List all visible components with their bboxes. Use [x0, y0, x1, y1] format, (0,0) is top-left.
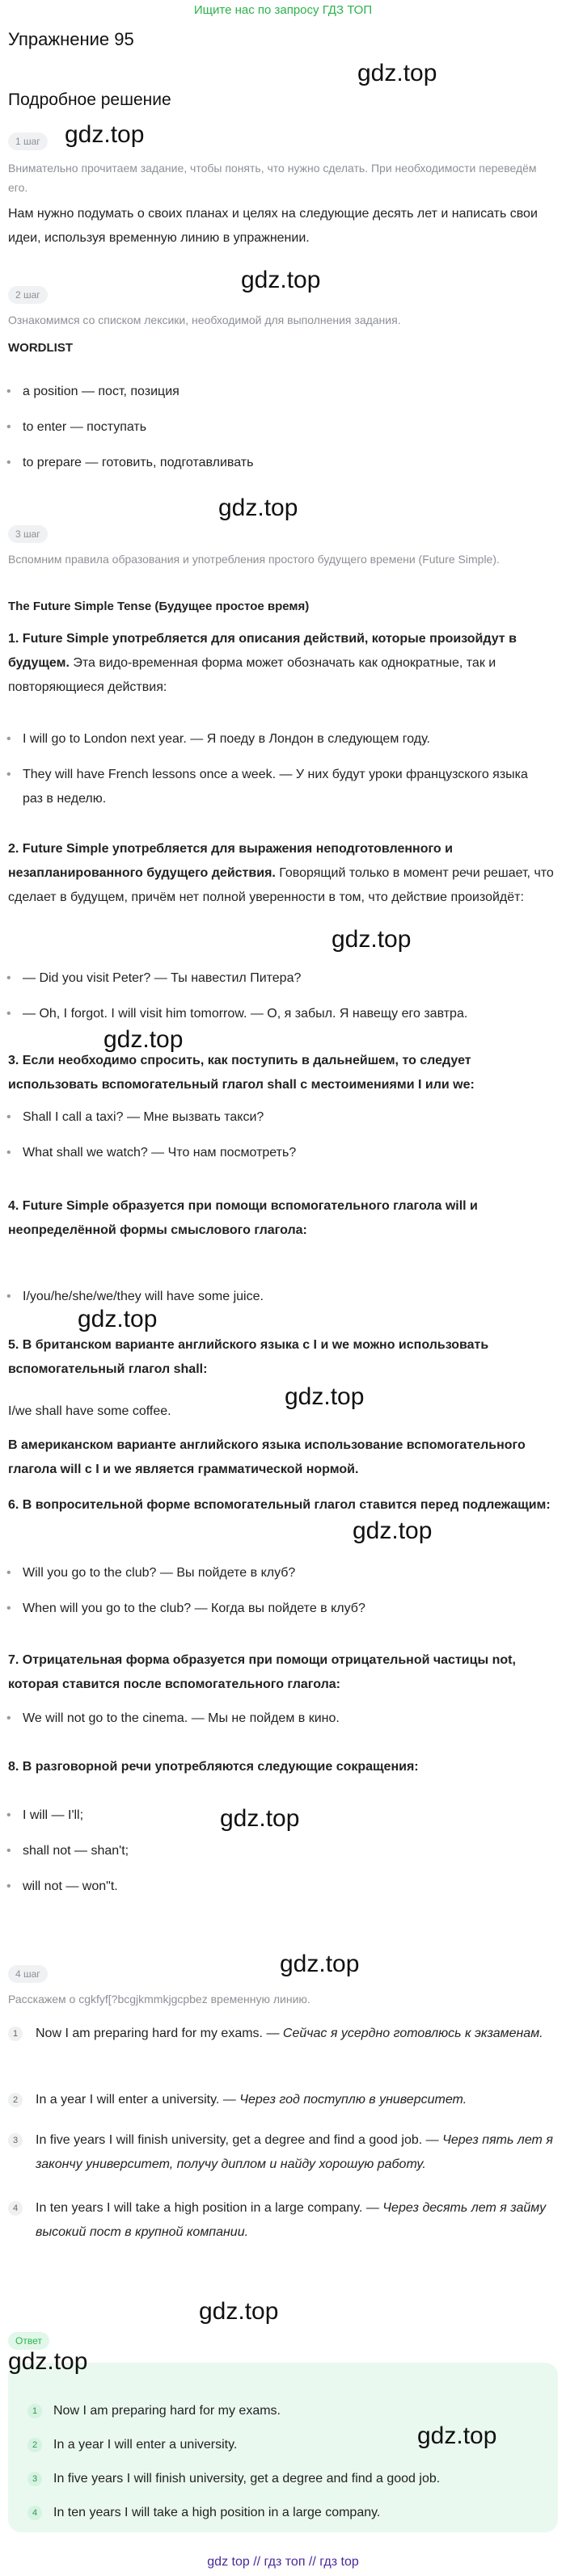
- step-1-text: Нам нужно подумать о своих планах и целях на следующие десять лет и написать свои идеи, используя временную линию в упражнении.: [8, 207, 538, 245]
- plan-item: [8, 2088, 558, 2112]
- watermark: gdz.top: [280, 1951, 360, 1977]
- step-3-note: Вспомним правила образования и употребления простого будущего времени (Future Simple).: [8, 553, 500, 566]
- plan-item: [8, 2196, 558, 2245]
- step-2-note: Ознакомимся со списком лексики, необходимой для выполнения задания.: [8, 314, 401, 326]
- answer-text: Now I am preparing hard for my exams.: [53, 2404, 281, 2418]
- rule-2-rest: Говорящий только в момент речи решает, что сделает в будущем, причём нет полной уверенности в том, что действие произойдёт:: [8, 866, 554, 904]
- list-item: • I will go to London next year. — Я поеду в Лондон в следующем году.: [23, 727, 558, 751]
- footer-links[interactable]: gdz top // гдз топ // гдз top: [207, 2555, 359, 2569]
- item-number: 4: [27, 2506, 42, 2520]
- plan-item: [8, 2128, 558, 2177]
- watermark: gdz.top: [65, 121, 145, 148]
- watermark: gdz.top: [332, 926, 412, 953]
- plan-en: Now I am preparing hard for my exams. —: [36, 2027, 283, 2040]
- item-number: 3: [27, 2472, 42, 2486]
- step-4-note: Расскажем о cgkfyf[?bcgjkmmkjgcpbez временную линию.: [8, 1993, 310, 2006]
- watermark: gdz.top: [199, 2298, 279, 2325]
- rule-2: [8, 837, 558, 910]
- rule-5-us-note: В американском варианте английского языка использование вспомогательного глагола will с I и we является грамматической нормой.: [8, 1438, 526, 1476]
- rule-1-rest: Эта видо-временная форма может обозначать как однократные, так и повторяющиеся действия:: [8, 656, 496, 694]
- watermark: gdz.top: [285, 1383, 365, 1410]
- grammar-heading: The Future Simple Tense (Будущее простое время): [8, 600, 310, 613]
- plan-ru: Через год поступлю в университет.: [239, 2093, 467, 2107]
- step-badge-1: 1 шаг: [8, 133, 48, 150]
- rule-1: [8, 627, 558, 700]
- item-number: 2: [8, 2093, 23, 2107]
- answer-item: [27, 2435, 237, 2455]
- plan-item: [8, 2022, 558, 2046]
- page-title: Упражнение 95: [8, 29, 134, 49]
- plan-ru: Через пять лет я закончу университет, получу диплом и найду хорошую работу.: [36, 2133, 553, 2171]
- answer-label: Ответ: [8, 2332, 49, 2350]
- rule-1-bold: 1. Future Simple употребляется для описания действий, которые произойдут в будущем.: [8, 632, 517, 670]
- item-number: 2: [27, 2438, 42, 2452]
- list-item: • They will have French lessons once a week. — У них будут уроки французского языка раз в неделю.: [23, 763, 540, 811]
- item-number: 4: [8, 2201, 23, 2216]
- rule-5-example: I/we shall have some coffee.: [8, 1404, 171, 1418]
- list-item: • We will not go to the cinema. — Мы не пойдем в кино.: [23, 1707, 558, 1731]
- rule-5: 5. В британском варианте английского языка с I и we можно использовать вспомогательный глагол shall:: [8, 1338, 489, 1376]
- watermark: gdz.top: [417, 2422, 497, 2449]
- list-item: • to enter — поступать: [23, 415, 558, 440]
- list-item: • I will — I'll;: [23, 1804, 558, 1828]
- answer-text: In five years I will finish university, get a degree and find a good job.: [53, 2472, 441, 2486]
- rule-6: 6. В вопросительной форме вспомогательный глагол ставится перед подлежащим:: [8, 1498, 551, 1512]
- list-item: • a position — пост, позиция: [23, 380, 558, 404]
- answer-item: [27, 2401, 281, 2421]
- answer-text: In ten years I will take a high position in a large company.: [53, 2506, 381, 2519]
- step-badge-3: 3 шаг: [8, 525, 48, 543]
- plan-en: In ten years I will take a high position in a large company. —: [36, 2201, 383, 2215]
- rule-4: 4. Future Simple образуется при помощи вспомогательного глагола will и неопределённой формы смыслового глагола:: [8, 1199, 478, 1237]
- step-badge-2: 2 шаг: [8, 286, 48, 304]
- item-number: 3: [8, 2133, 23, 2148]
- list-item: • Will you go to the club? — Вы пойдете в клуб?: [23, 1561, 558, 1585]
- watermark: gdz.top: [218, 495, 298, 521]
- watermark: gdz.top: [357, 60, 437, 86]
- list-item: • Shall I call a taxi? — Мне вызвать такси?: [23, 1105, 558, 1130]
- item-number: 1: [27, 2404, 42, 2418]
- rule-2-bold: 2. Future Simple употребляется для выражения неподготовленного и незапланированного будущего действия.: [8, 842, 453, 880]
- plan-ru: Через десять лет я займу высокий пост в крупной компании.: [36, 2201, 547, 2239]
- list-item: • I/you/he/she/we/they will have some juice.: [23, 1285, 558, 1309]
- search-banner[interactable]: Ищите нас по запросу ГДЗ ТОП: [193, 3, 373, 17]
- list-item: • — Did you visit Peter? — Ты навестил Питера?: [23, 966, 558, 991]
- watermark: gdz.top: [220, 1805, 300, 1832]
- step-badge-4: 4 шаг: [8, 1965, 48, 1983]
- rule-8: 8. В разговорной речи употребляются следующие сокращения:: [8, 1760, 419, 1774]
- plan-en: In a year I will enter a university. —: [36, 2093, 240, 2107]
- list-item: • shall not — shan't;: [23, 1839, 558, 1863]
- list-item: • When will you go to the club? — Когда вы пойдете в клуб?: [23, 1597, 558, 1621]
- rule-7: 7. Отрицательная форма образуется при помощи отрицательной частицы not, которая ставится после вспомогательного глагола:: [8, 1653, 516, 1691]
- item-number: 1: [8, 2027, 23, 2041]
- watermark: gdz.top: [103, 1026, 184, 1053]
- list-item: • to prepare — готовить, подготавливать: [23, 451, 558, 475]
- answer-item: [27, 2503, 380, 2523]
- step-1-note: Внимательно прочитаем задание, чтобы понять, что нужно сделать. При необходимости переведём его.: [8, 162, 537, 194]
- answer-item: [27, 2469, 440, 2489]
- list-item: • What shall we watch? — Что нам посмотреть?: [23, 1141, 558, 1165]
- section-title: Подробное решение: [8, 90, 171, 109]
- rule-3: 3. Если необходимо спросить, как поступить в дальнейшем, то следует использовать вспомогательный глагол shall с местоимениями I или we:: [8, 1054, 475, 1092]
- list-item: • — Oh, I forgot. I will visit him tomorrow. — О, я забыл. Я навещу его завтра.: [23, 1002, 558, 1026]
- plan-ru: Сейчас я усердно готовлюсь к экзаменам.: [282, 2027, 543, 2040]
- watermark: gdz.top: [353, 1517, 433, 1544]
- plan-en: In five years I will finish university, get a degree and find a good job. —: [36, 2133, 443, 2147]
- watermark: gdz.top: [8, 2348, 88, 2375]
- watermark: gdz.top: [241, 267, 321, 293]
- wordlist-heading: WORDLIST: [8, 341, 73, 355]
- list-item: • will not — won"t.: [23, 1875, 558, 1899]
- watermark: gdz.top: [78, 1306, 158, 1332]
- answer-text: In a year I will enter a university.: [53, 2438, 238, 2452]
